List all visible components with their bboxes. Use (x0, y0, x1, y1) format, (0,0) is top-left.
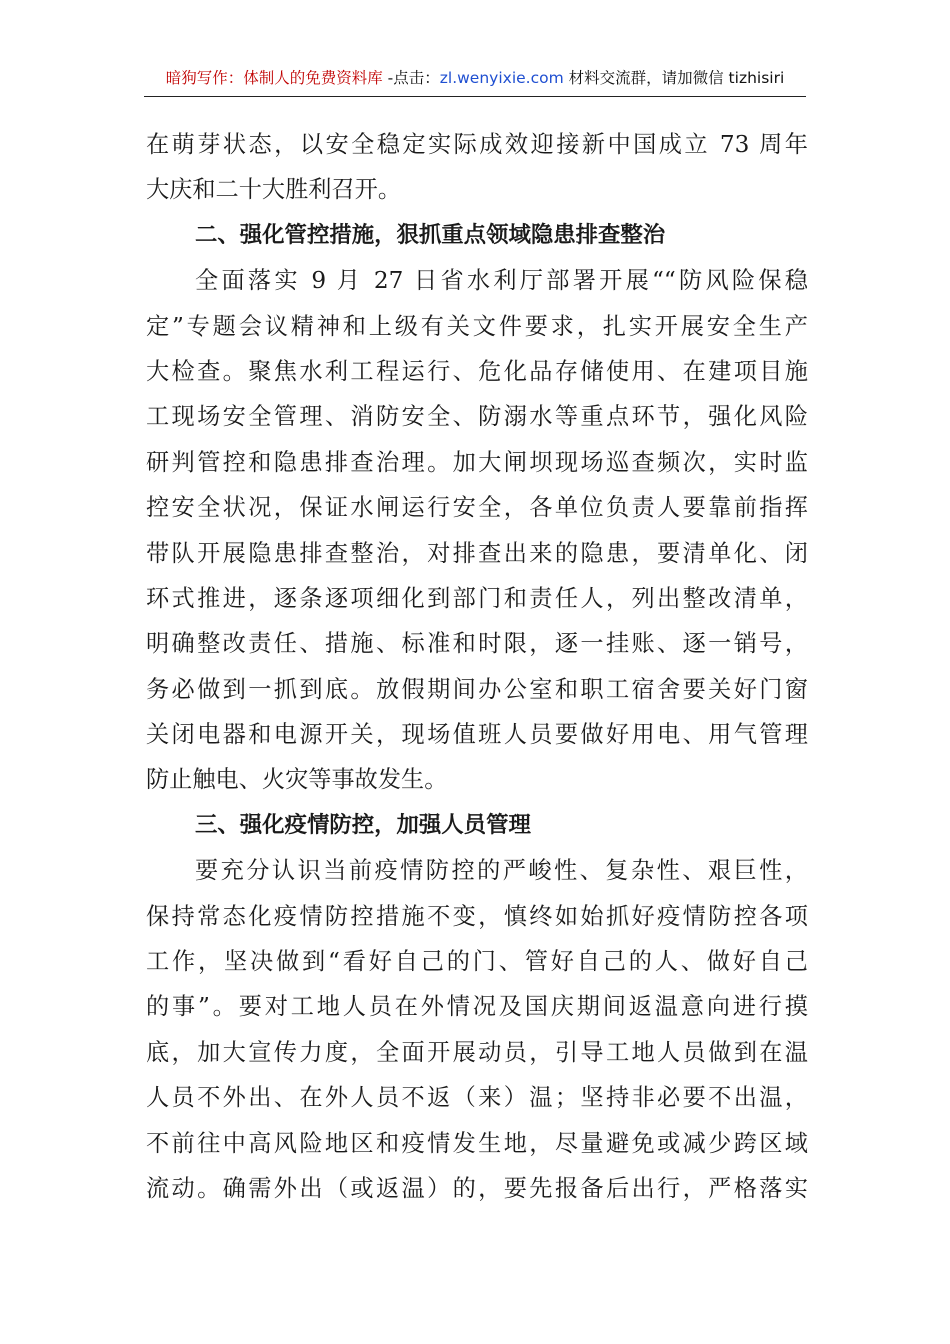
paragraph-line: 大检查。聚焦水利工程运行、危化品存储使用、在建项目施 (146, 357, 808, 385)
paragraph-line: 全面落实 9 月 27 日省水利厅部署开展““防风险保稳 (195, 267, 808, 295)
paragraph-line: 人员不外出、在外人员不返（来）温；坚持非必要不出温， (146, 1084, 808, 1112)
header-click-label: -点击： (382, 69, 440, 87)
paragraph-line: 控安全状况，保证水闸运行安全，各单位负责人要靠前指挥 (146, 494, 808, 522)
paragraph-line: 务必做到一抓到底。放假期间办公室和职工宿舍要关好门窗 (146, 675, 808, 703)
header-link[interactable]: zl.wenyixie.com (439, 69, 564, 87)
paragraph-line: 研判管控和隐患排查治理。加大闸坝现场巡查频次，实时监 (146, 448, 808, 476)
document-body (146, 122, 808, 1211)
paragraph-line: 在萌芽状态，以安全稳定实际成效迎接新中国成立 73 周年 (146, 131, 808, 158)
paragraph-line: 不前往中高风险地区和疫情发生地，尽量避免或减少跨区域 (146, 1129, 808, 1157)
paragraph-line: 带队开展隐患排查整治，对排查出来的隐患，要清单化、闭 (146, 539, 808, 567)
paragraph-line: 环式推进，逐条逐项细化到部门和责任人，列出整改清单， (146, 584, 808, 612)
header-site-name: 暗狗写作：体制人的免费资料库 (165, 69, 383, 87)
paragraph-line: 明确整改责任、措施、标准和时限，逐一挂账、逐一销号， (146, 630, 808, 658)
paragraph-line: 的事”。要对工地人员在外情况及国庆期间返温意向进行摸 (146, 993, 808, 1021)
header-contact: 材料交流群，请加微信 tizhisiri (563, 69, 785, 87)
paragraph-line: 工现场安全管理、消防安全、防溺水等重点环节，强化风险 (146, 403, 808, 431)
paragraph-line: 大庆和二十大胜利召开。 (146, 176, 402, 204)
page-header (144, 66, 806, 97)
paragraph-line: 底，加大宣传力度，全面开展动员，引导工地人员做到在温 (146, 1038, 808, 1066)
paragraph-line: 保持常态化疫情防控措施不变，慎终如始抓好疫情防控各项 (146, 902, 808, 930)
paragraph-line: 要充分认识当前疫情防控的严峻性、复杂性、艰巨性， (195, 857, 808, 885)
section-heading-3: 三、强化疫情防控，加强人员管理 (195, 811, 531, 838)
paragraph-line: 关闭电器和电源开关，现场值班人员要做好用电、用气管理 (146, 721, 808, 749)
section-heading-2: 二、强化管控措施，狠抓重点领域隐患排查整治 (195, 221, 666, 248)
paragraph-line: 定”专题会议精神和上级有关文件要求，扎实开展安全生产 (146, 312, 808, 340)
paragraph-line: 流动。确需外出（或返温）的，要先报备后出行，严格落实 (146, 1174, 808, 1202)
paragraph-line: 防止触电、火灾等事故发生。 (146, 766, 448, 794)
paragraph-line: 工作，坚决做到“看好自己的门、管好自己的人、做好自己 (146, 948, 808, 976)
